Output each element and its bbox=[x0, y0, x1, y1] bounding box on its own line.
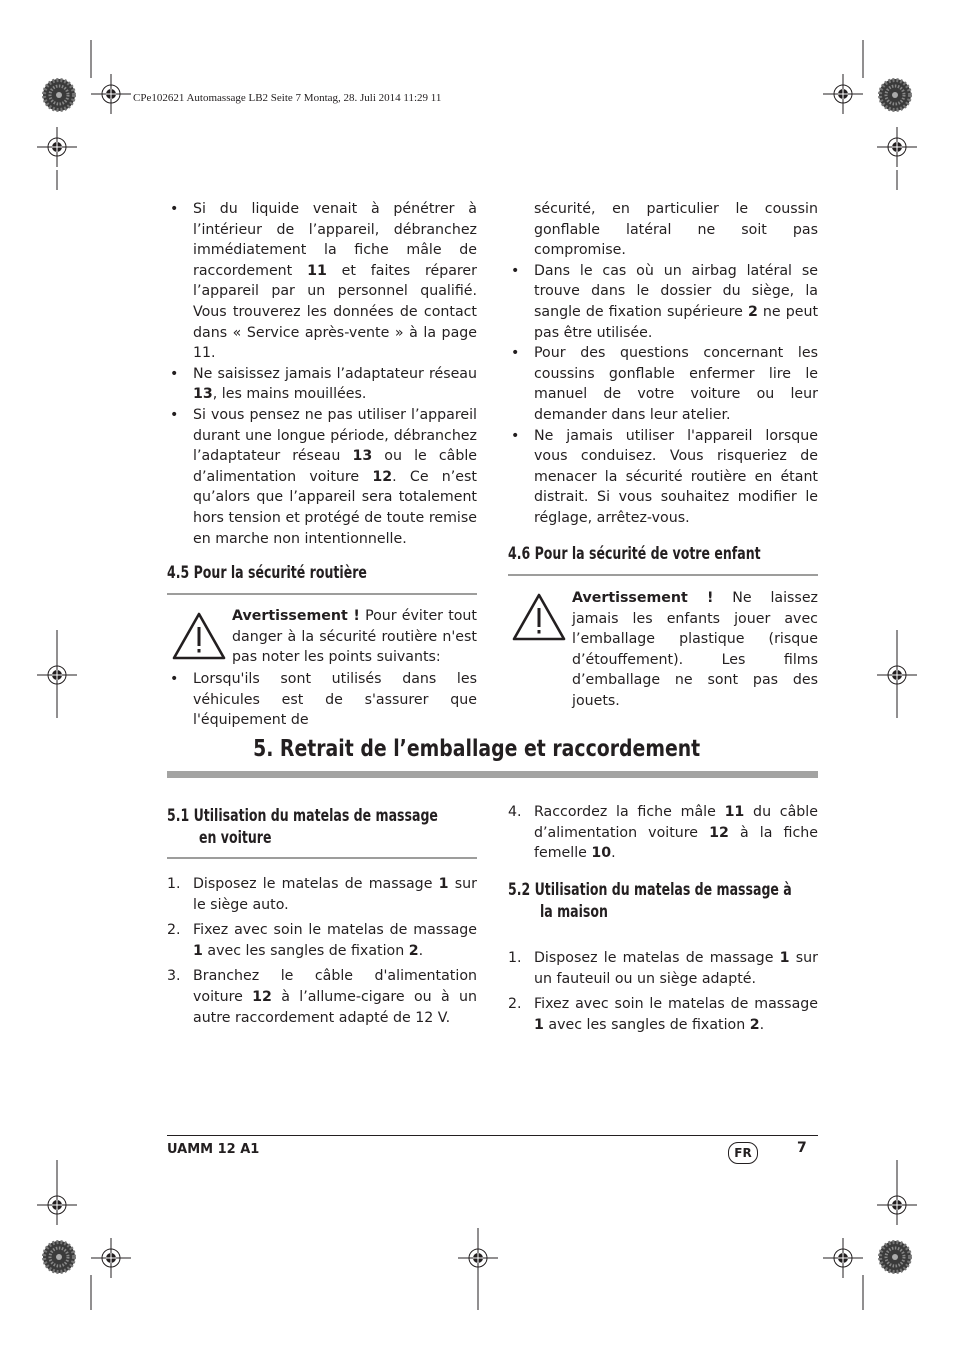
heading-4-5: 4.5 Pour la sécurité routière bbox=[167, 563, 367, 583]
list-item: 2. Fixez avec soin le matelas de massage 1 avec les sangles de fixation 2. bbox=[167, 922, 477, 959]
list-item: 2. Fixez avec soin le matelas de massage 1 avec les sangles de fixation 2. bbox=[508, 996, 818, 1033]
print-info: CPe102621 Automassage LB2 Seite 7 Montag, 28. Juli 2014 11:29 11 bbox=[133, 92, 442, 104]
warning-text: Ne laissez jamais les enfants jouer avec l’emballage plastique (risque d’étouffement). Les films d’emballage ne sont pas des jouets. bbox=[572, 590, 818, 709]
list-item: • Ne saisissez jamais l’adaptateur réseau 13, les mains mouillées. bbox=[167, 364, 477, 405]
list-item: • Si vous pensez ne pas utiliser l’appareil durant une longue période, débranchez l’adaptateur réseau 13 ou le câble d’alimentation voiture 12. Ce n’est qu’alors que l’appareil sera totalement hors tension et protégé de toute remise en marche non intentionnelle. bbox=[167, 405, 477, 549]
language-badge: FR bbox=[728, 1142, 758, 1164]
list-item: 3. Branchez le câble d'alimentation voiture 12 à l’allume-cigare ou à un autre raccordement adapté de 12 V. bbox=[167, 968, 477, 1026]
list-item: 1. Disposez le matelas de massage 1 sur le siège auto. bbox=[167, 876, 477, 913]
page-number: 7 bbox=[797, 1140, 807, 1156]
heading-5-2: 5.2 Utilisation du matelas de massage à la maison bbox=[508, 880, 792, 922]
chapter-title: 5. Retrait de l’emballage et raccordement bbox=[253, 736, 701, 762]
bullet-continuation: sécurité, en particulier le coussin gonflable latéral ne soit pas compromise. bbox=[534, 201, 818, 259]
list-item: • Dans le cas où un airbag latéral se trouve dans le dossier du siège, la sangle de fixation supérieure 2 ne peut pas être utilisée. bbox=[508, 261, 818, 343]
heading-4-6: 4.6 Pour la sécurité de votre enfant bbox=[508, 544, 761, 564]
warning-text: Pour éviter tout danger à la sécurité routière n'est pas noter les points suivants: bbox=[232, 608, 477, 666]
list-item: 1. Disposez le matelas de massage 1 sur un fauteuil ou un siège adapté. bbox=[508, 950, 818, 987]
list-item: • Si du liquide venait à pénétrer à l’intérieur de l’appareil, débranchez immédiatement la fiche mâle de raccordement 11 et faites réparer l’appareil par un personnel qualifié. Vous trouverez les données de contact dans « Service après-vente » à la page 11. bbox=[167, 199, 477, 364]
list-item: 4. Raccordez la fiche mâle 11 du câble d’alimentation voiture 12 à la fiche femelle 10. bbox=[508, 804, 818, 862]
list-item: • Lorsqu'ils sont utilisés dans les véhicules est de s'assurer que l'équipement de bbox=[167, 669, 477, 731]
heading-5-1: 5.1 Utilisation du matelas de massage en voiture bbox=[167, 806, 438, 848]
model-number: UAMM 12 A1 bbox=[167, 1142, 260, 1157]
warning-label: Avertissement ! bbox=[232, 608, 360, 624]
warning-label: Avertissement ! bbox=[572, 590, 714, 606]
list-item: • Ne jamais utiliser l'appareil lorsque vous conduisez. Vous risqueriez de menacer la sécurité routière en étant distrait. Si vous souhaitez modifier le réglage, arrêtez-vous. bbox=[508, 426, 818, 529]
list-item: • Pour des questions concernant les coussins gonflable enfermer lire le manuel de votre voiture ou leur demander dans leur atelier. bbox=[508, 343, 818, 425]
